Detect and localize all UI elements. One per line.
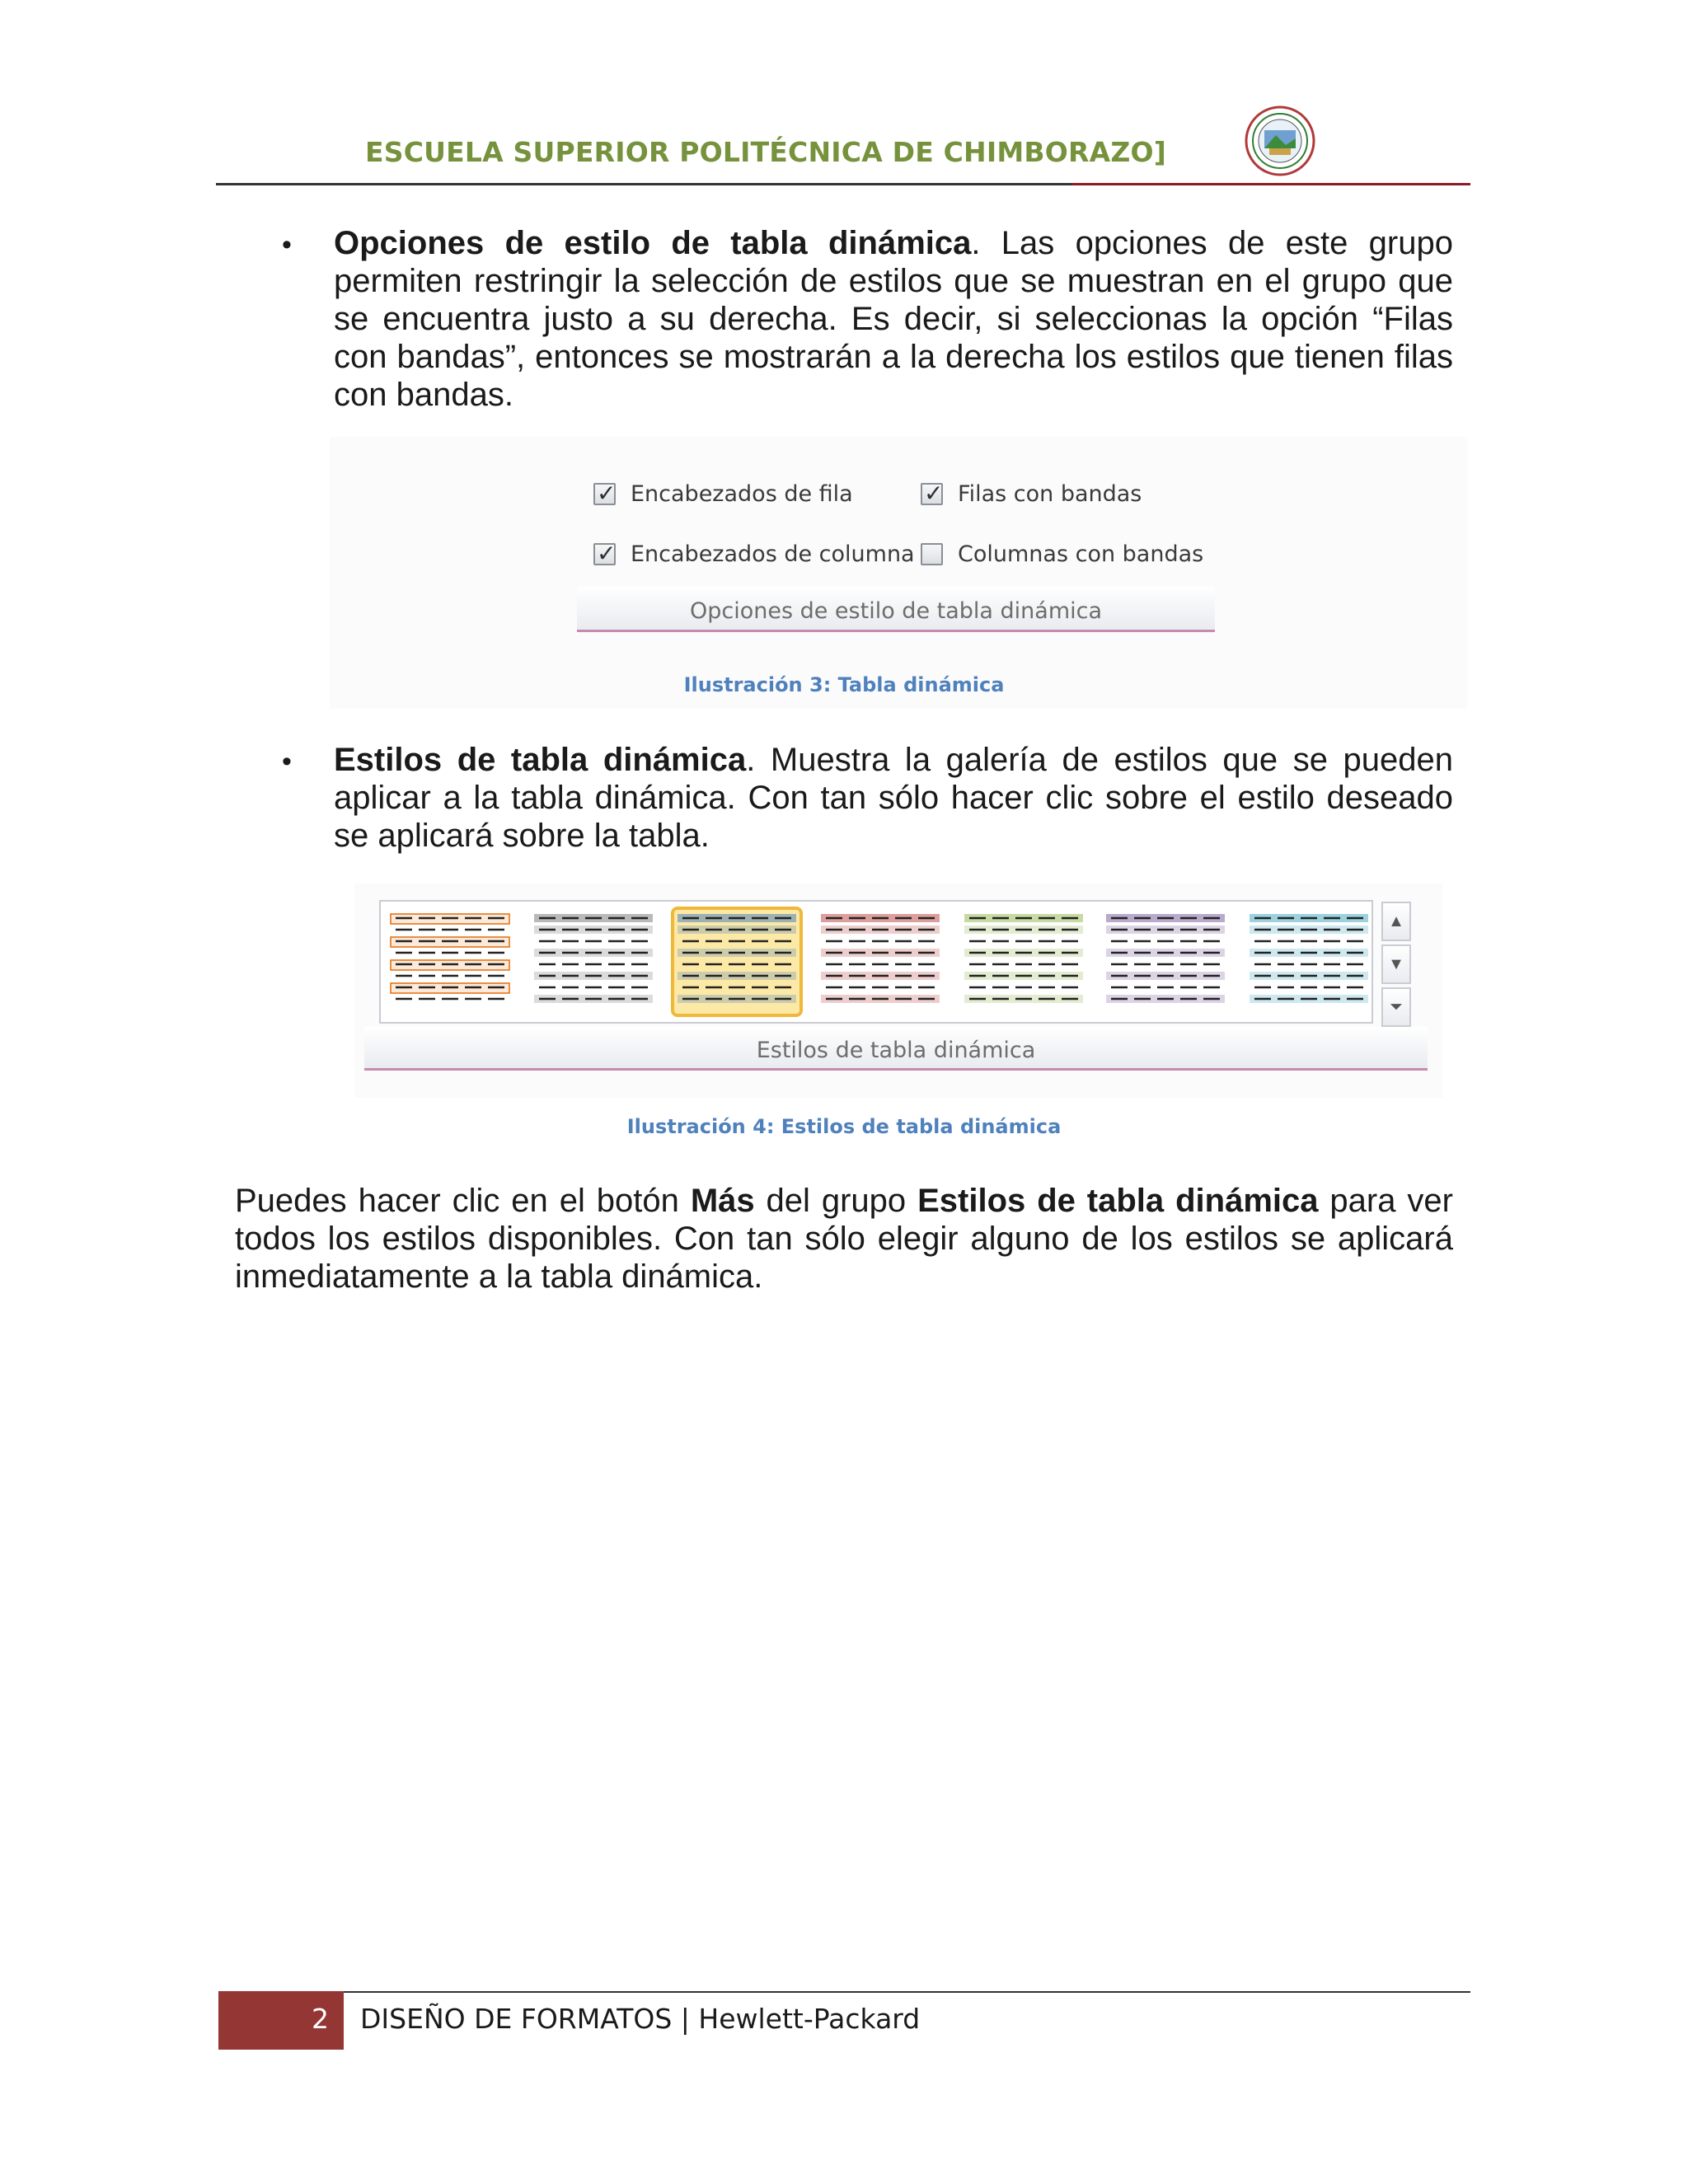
- header-title: ESCUELA SUPERIOR POLITÉCNICA DE CHIMBORAZO]: [365, 136, 1167, 168]
- closing-text-2: del grupo: [754, 1183, 918, 1219]
- footer-text: DISEÑO DE FORMATOS | Hewlett-Packard: [360, 2003, 921, 2035]
- banded-columns-checkbox[interactable]: [921, 543, 943, 565]
- banded-columns-option[interactable]: [921, 541, 1203, 567]
- figure-caption-3: Ilustración 3: Tabla dinámica: [683, 673, 1005, 696]
- closing-bold-estilos: Estilos de tabla dinámica: [917, 1183, 1319, 1219]
- page-number: 2: [312, 2003, 329, 2035]
- table-style-swatch[interactable]: [387, 910, 513, 1014]
- table-style-preview-icon: [387, 910, 513, 1014]
- table-style-swatch[interactable]: [674, 910, 799, 1014]
- closing-paragraph: [235, 1182, 1453, 1296]
- row-headers-option[interactable]: [593, 481, 853, 507]
- header-divider-accent: [1071, 183, 1470, 185]
- figure-caption-4: Ilustración 4: Estilos de tabla dinámica: [626, 1115, 1062, 1138]
- row-headers-label: Encabezados de fila: [631, 481, 853, 507]
- closing-bold-mas: Más: [690, 1183, 755, 1219]
- banded-rows-option[interactable]: [921, 481, 1142, 507]
- row-headers-checkbox[interactable]: [593, 480, 617, 507]
- table-style-preview-icon: [674, 910, 799, 1014]
- table-style-swatch[interactable]: [1103, 910, 1228, 1014]
- table-style-preview-icon: [818, 910, 943, 1014]
- check-icon: ✓: [597, 540, 617, 567]
- table-style-preview-icon: [531, 910, 656, 1014]
- bullet-marker: •: [282, 229, 292, 260]
- gallery-scroll-down-button[interactable]: [1381, 944, 1411, 984]
- triangle-up-icon: ▲: [1388, 912, 1404, 930]
- pivot-style-options-panel: [330, 437, 1467, 709]
- banded-rows-checkbox[interactable]: [921, 480, 944, 507]
- section-opciones-heading: Opciones de estilo de tabla dinámica: [334, 225, 972, 261]
- check-icon: ✓: [597, 480, 617, 507]
- banded-rows-label: Filas con bandas: [958, 481, 1142, 507]
- table-style-swatch[interactable]: [961, 910, 1086, 1014]
- more-icon: ⏷: [1390, 997, 1403, 1016]
- gallery-scroll-up-button[interactable]: [1381, 902, 1411, 941]
- section-estilos-text: . Muestra la galería de estilos que se pueden aplicar a la tabla dinámica. Con tan sólo hacer clic sobre el estilo deseado se aplicará sobre la tabla.: [334, 742, 1453, 854]
- styles-gallery: [379, 900, 1373, 1024]
- closing-text-3: para ver todos los estilos disponibles. Con tan sólo elegir alguno de los estilos se aplicará inmediatamente a la tabla dinámica.: [235, 1183, 1453, 1295]
- bullet-marker: •: [282, 746, 292, 777]
- section-estilos-heading: Estilos de tabla dinámica: [334, 742, 747, 778]
- styles-group-label: Estilos de tabla dinámica: [756, 1038, 1036, 1063]
- styles-group-underline: [364, 1068, 1428, 1071]
- footer-divider: [218, 1991, 1470, 1993]
- banded-columns-label: Columnas con bandas: [958, 541, 1204, 567]
- section-opciones-text: . Las opciones de este grupo permiten restringir la selección de estilos que se muestran en el grupo que se encuentra justo a su derecha. Es decir, si seleccionas la opción “Filas con bandas”, entonces se mostrarán a la derecha los estilos que tienen filas con bandas.: [334, 225, 1453, 413]
- table-style-swatch[interactable]: [531, 910, 656, 1014]
- institution-seal-logo: [1245, 105, 1315, 176]
- gallery-more-button[interactable]: [1381, 987, 1411, 1027]
- table-style-swatch[interactable]: [818, 910, 943, 1014]
- options-group-underline: [577, 630, 1215, 632]
- options-group-label: Opciones de estilo de tabla dinámica: [689, 598, 1103, 624]
- section-estilos-paragraph: [334, 741, 1453, 855]
- table-style-preview-icon: [1103, 910, 1228, 1014]
- table-style-swatch[interactable]: [1246, 910, 1372, 1014]
- closing-text-1: Puedes hacer clic en el botón: [235, 1183, 691, 1219]
- column-headers-option[interactable]: [593, 541, 915, 567]
- column-headers-label: Encabezados de columna: [631, 541, 915, 567]
- table-style-preview-icon: [961, 910, 1086, 1014]
- section-opciones-paragraph: [334, 224, 1453, 414]
- column-headers-checkbox[interactable]: [593, 540, 617, 567]
- check-icon: ✓: [924, 480, 944, 507]
- triangle-down-icon: ▼: [1388, 954, 1404, 973]
- table-style-preview-icon: [1246, 910, 1372, 1014]
